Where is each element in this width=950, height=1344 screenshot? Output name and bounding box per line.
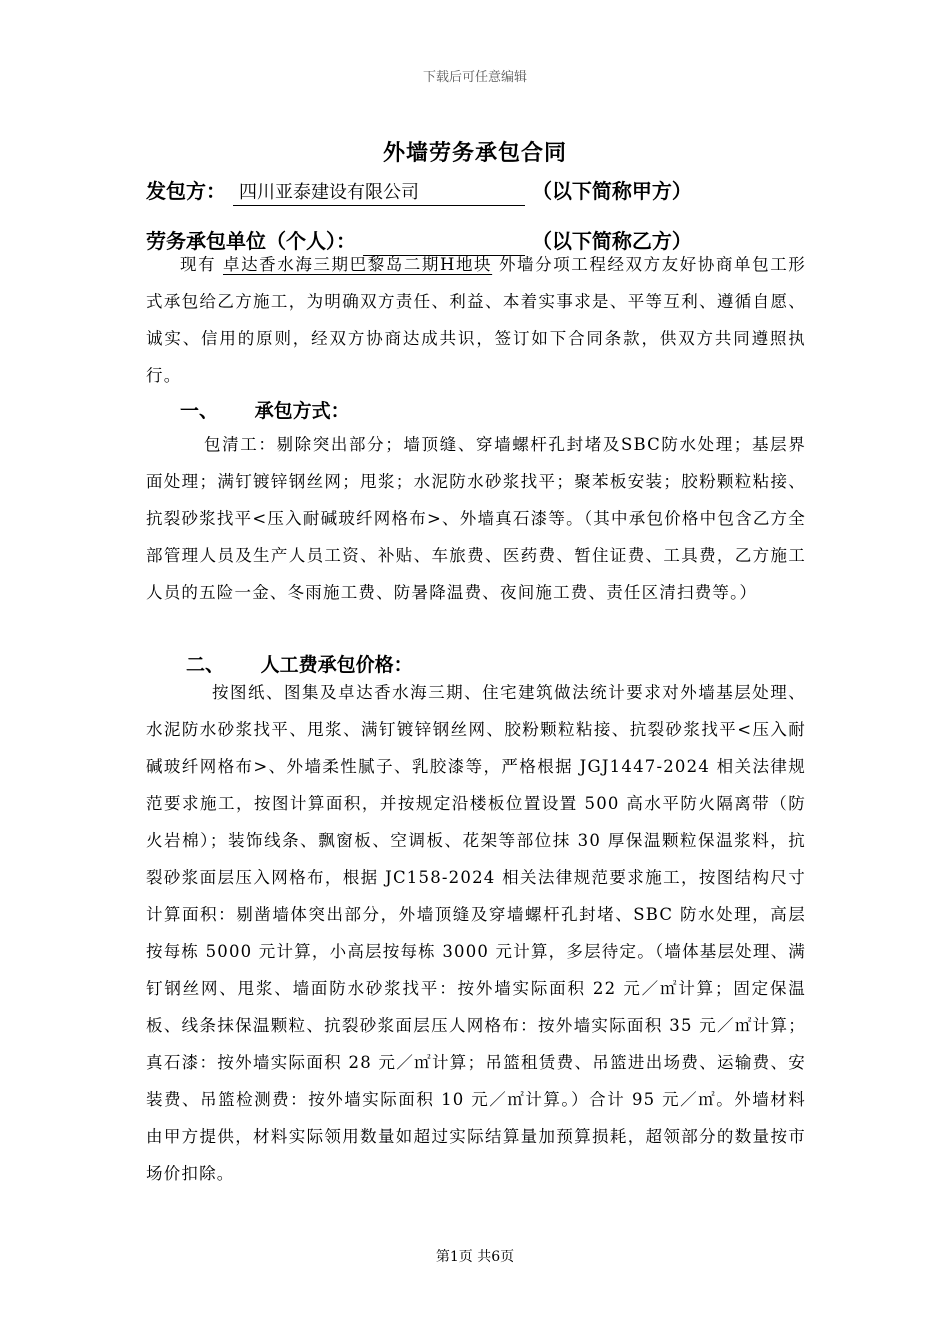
intro-prefix: 现有 <box>180 255 217 274</box>
page-footer: 第1页 共6页 <box>435 1249 515 1265</box>
section-2-body: 按图纸、图集及卓达香水海三期、住宅建筑做法统计要求对外墙基层处理、水泥防水砂浆找平、甩浆、满钉镀锌钢丝网、胶粉颗粒粘接、抗裂砂浆找平<压入耐碱玻纤网格布>、外墙柔性腻子、乳胶漆等，严格根据 JGJ1447-2024 相关法律规范要求施工，按图计算面积，并按规定沿楼板位置设置 500 高水平防火隔离带（防火岩棉）；装饰线条、飘窗板、空调板、花架等部位抹 30 厚保温颗粒保温浆料，抗裂砂浆面层压入网格布，根据 JC158-2024 相关法律规范要求施工，按图结构尺寸计算面积：剔凿墙体突出部分，外墙顶缝及穿墙螺杆孔封堵、SBC 防水处理，高层按每栋 5000 元计算，小高层按每栋 3000 元计算，多层待定。（墙体基层处理、满钉钢丝网、甩浆、墙面防水砂浆找平：按外墙实际面积 22 元／㎡计算；固定保温板、线条抹保温颗粒、抗裂砂浆面层压人网格布：按外墙实际面积 35 元／㎡计算；真石漆：按外墙实际面积 28 元／㎡计算；吊篮租赁费、吊篮进出场费、运输费、安装费、吊篮检测费：按外墙实际面积 10 元／㎡计算。）合计 95 元／㎡。外墙材料由甲方提供，材料实际领用数量如超过实际结算量加预算损耗，超领部分的数量按市场价扣除。 <box>146 683 806 1183</box>
document-title: 外墙劳务承包合同 <box>382 140 567 166</box>
section-2-number: 二、 <box>186 654 225 676</box>
party-b-suffix: （以下简称乙方） <box>531 229 692 253</box>
party-a-line <box>146 175 692 206</box>
intro-text: 外墙分项工程经双方友好协商单包工形式承包给乙方施工，为明确双方责任、利益、本着实事求是、平等互利、遵循自愿、诚实、信用的原则，经双方协商达成共识，签订如下合同条款，供双方共同遵照执行。 <box>146 255 806 385</box>
intro-paragraph <box>146 246 806 394</box>
section-1-heading <box>180 396 350 423</box>
party-a-suffix: （以下简称甲方） <box>531 179 692 203</box>
party-a-name: 四川亚泰建设有限公司 <box>233 181 525 206</box>
section-2-heading <box>186 650 413 677</box>
party-a-label: 发包方： <box>146 179 226 203</box>
section-1-body: 包清工：剔除突出部分；墙顶缝、穿墙螺杆孔封堵及SBC防水处理；基层界面处理；满钉镀锌钢丝网；甩浆；水泥防水砂浆找平；聚苯板安装；胶粉颗粒粘接、抗裂砂浆找平<压入耐碱玻纤网格布>、外墙真石漆等。（其中承包价格中包含乙方全部管理人员及生产人员工资、补贴、车旅费、医药费、暂住证费、工具费，乙方施工人员的五险一金、冬雨施工费、防暑降温费、夜间施工费、责任区清扫费等。） <box>146 435 806 602</box>
header-note: 下载后可任意编辑 <box>422 70 527 85</box>
section-1-title: 承包方式： <box>254 400 350 422</box>
section-1-number: 一、 <box>180 400 219 422</box>
project-name: 卓达香水海三期巴黎岛二期H地块 <box>223 255 493 274</box>
party-b-label: 劳务承包单位（个人）： <box>146 229 356 253</box>
section-2-title: 人工费承包价格： <box>260 654 413 676</box>
